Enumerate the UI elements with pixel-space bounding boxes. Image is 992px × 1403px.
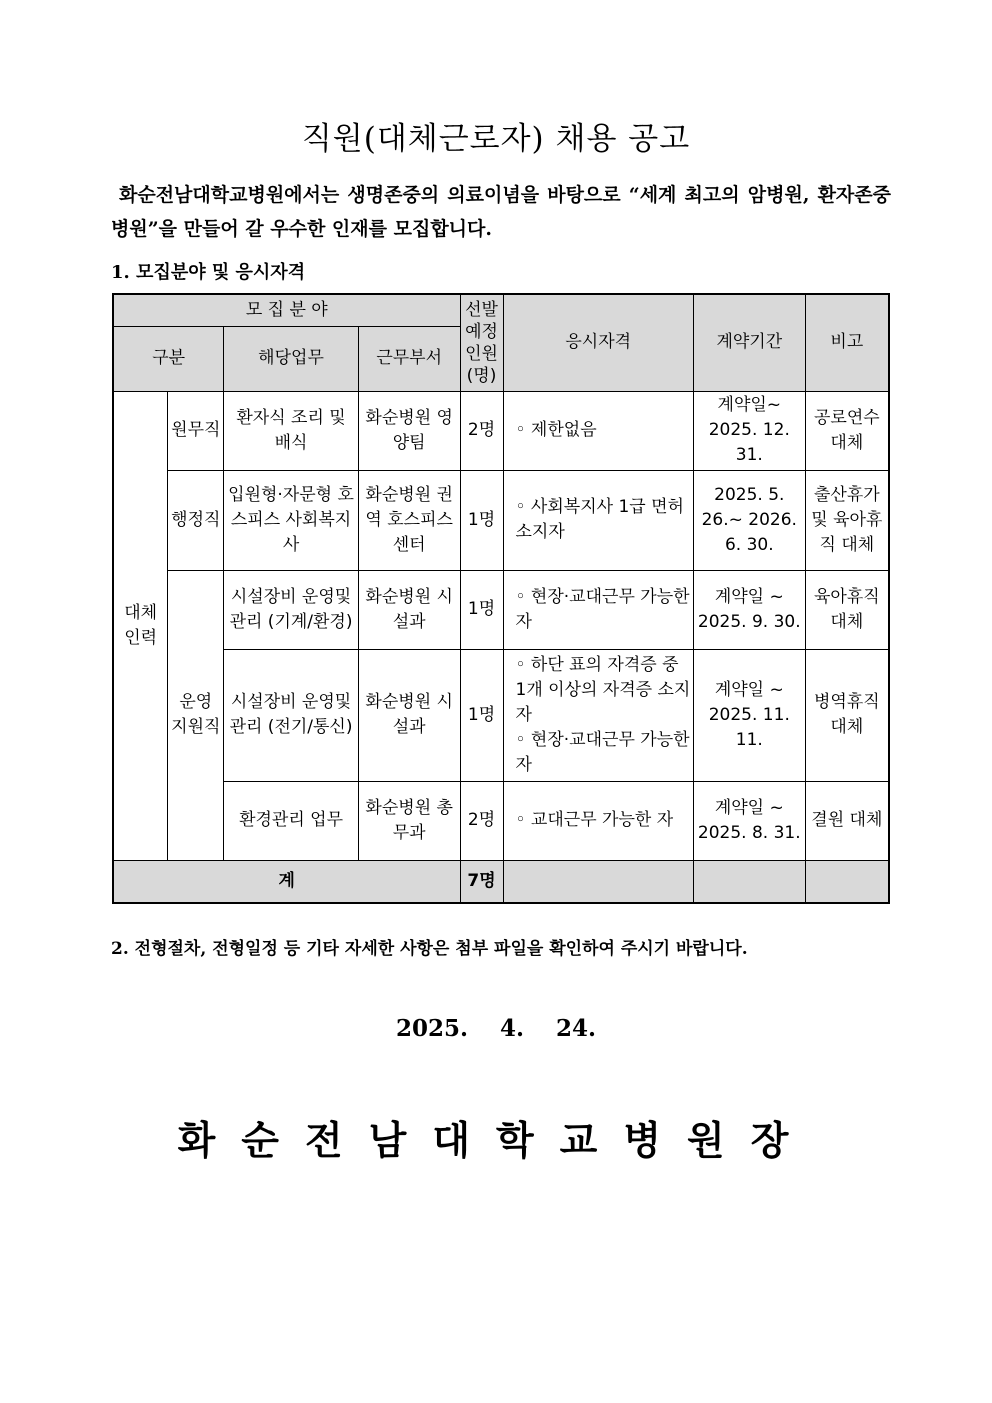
- signature: 화순전남대학교병원장: [177, 1118, 815, 1164]
- row-1-duty: 환자식 조리 및 배식: [224, 391, 359, 470]
- row-2-duty: 입원형·자문형 호스피스 사회복지사: [224, 470, 359, 570]
- intro-text: 화순전남대학교병원에서는 생명존중의 의료이념을 바탕으로 “세계 최고의 암병원, 환자존중병원”을 만들어 갈 우수한 인재를 모집합니다.: [111, 184, 891, 240]
- row-3-duty: 시설장비 운영및관리 (기계/환경): [224, 570, 359, 649]
- qual-item: ◦ 교대근무 가능한 자: [515, 810, 674, 830]
- row-3-dept: 화순병원 시설과: [358, 570, 460, 649]
- page-title: 직원(대체근로자) 채용 공고: [301, 121, 691, 157]
- row-1-qual: [503, 391, 693, 470]
- row-5-count: 2명: [460, 781, 503, 860]
- row-2-note: 출산휴가 및 육아휴직 대체: [805, 470, 889, 570]
- row-2-dept: 화순병원 권역 호스피스센터: [358, 470, 460, 570]
- qual-item: ◦ 현장·교대근무 가능한 자: [515, 586, 690, 632]
- row-2-sub: 행정직: [168, 470, 224, 570]
- group-cell: 대체 인력: [113, 391, 168, 860]
- row-4-qual: [503, 649, 693, 781]
- row-4-duty: 시설장비 운영및관리 (전기/통신): [224, 649, 359, 781]
- total-count: 7명: [460, 860, 503, 903]
- header-dept: 근무부서: [358, 326, 460, 391]
- row-1-count: 2명: [460, 391, 503, 470]
- row-3-count: 1명: [460, 570, 503, 649]
- section-1-heading: 1. 모집분야 및 응시자격: [111, 262, 306, 283]
- total-empty-note: [805, 860, 889, 903]
- row-3-period: 계약일 ~ 2025. 9. 30.: [693, 570, 805, 649]
- row-1-sub: 원무직: [168, 391, 224, 470]
- row-2-period: 2025. 5. 26.~ 2026. 6. 30.: [693, 470, 805, 570]
- header-duty: 해당업무: [224, 326, 359, 391]
- row-4-count: 1명: [460, 649, 503, 781]
- header-category: 구분: [113, 326, 224, 391]
- row-5-period: 계약일 ~ 2025. 8. 31.: [693, 781, 805, 860]
- intro-paragraph: [111, 178, 891, 246]
- row-1-period: 계약일~ 2025. 12. 31.: [693, 391, 805, 470]
- total-empty-period: [693, 860, 805, 903]
- total-empty-qual: [503, 860, 693, 903]
- row-5-dept: 화순병원 총무과: [358, 781, 460, 860]
- total-label: 계: [113, 860, 460, 903]
- row-4-note: 병역휴직 대체: [805, 649, 889, 781]
- header-count: 선발 예정 인원 (명): [460, 294, 503, 391]
- row-3-note: 육아휴직 대체: [805, 570, 889, 649]
- row-1-dept: 화순병원 영양팀: [358, 391, 460, 470]
- row-5-qual: [503, 781, 693, 860]
- section-2-text: 2. 전형절차, 전형일정 등 기타 자세한 사항은 첨부 파일을 확인하여 주시기 바랍니다.: [111, 939, 748, 959]
- header-recruit-field: 모 집 분 야: [113, 294, 460, 326]
- row-2-qual: [503, 470, 693, 570]
- row-3-qual: [503, 570, 693, 649]
- header-period: 계약기간: [693, 294, 805, 391]
- row-5-duty: 환경관리 업무: [224, 781, 359, 860]
- qual-item: ◦ 제한없음: [515, 420, 597, 440]
- announcement-date: 2025. 4. 24.: [395, 1015, 597, 1042]
- row-3-sub: 운영 지원직: [168, 570, 224, 860]
- header-qualification: 응시자격: [503, 294, 693, 391]
- qual-item: ◦ 현장·교대근무 가능한 자: [515, 729, 690, 775]
- header-note: 비고: [805, 294, 889, 391]
- qual-item: ◦ 사회복지사 1급 면허 소지자: [515, 497, 684, 542]
- row-5-note: 결원 대체: [805, 781, 889, 860]
- recruitment-table: [112, 293, 890, 904]
- row-1-note: 공로연수 대체: [805, 391, 889, 470]
- row-4-period: 계약일 ~ 2025. 11. 11.: [693, 649, 805, 781]
- qual-item: ◦ 하단 표의 자격증 중 1개 이상의 자격증 소지자: [515, 654, 691, 725]
- row-2-count: 1명: [460, 470, 503, 570]
- row-4-dept: 화순병원 시설과: [358, 649, 460, 781]
